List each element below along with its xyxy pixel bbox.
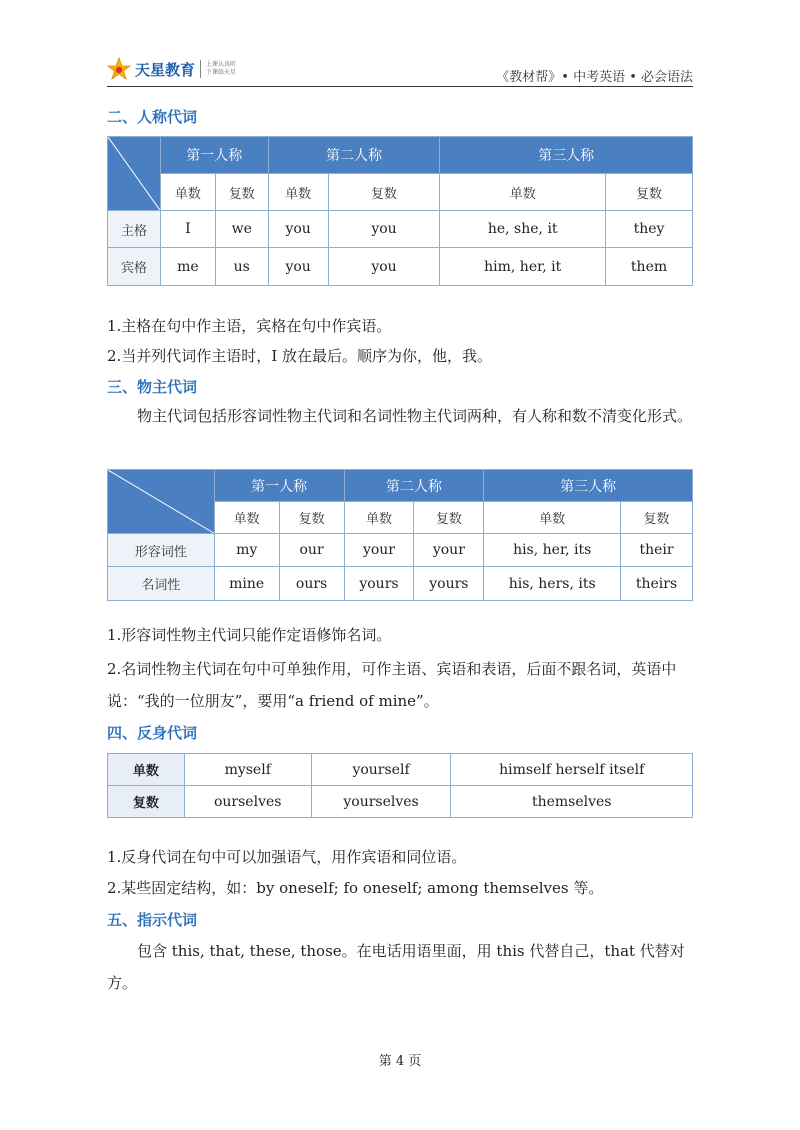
table-cell: me — [160, 248, 215, 286]
sub-header: 单数 — [344, 502, 414, 534]
row-label: 形容词性 — [108, 534, 215, 567]
star-logo-icon — [107, 57, 131, 81]
note-paragraph: 2.当并列代词作主语时，I 放在最后。顺序为你，他，我。 — [107, 347, 493, 365]
table-cell: themselves — [451, 786, 693, 818]
section-title-demonstrative-pronouns: 五、指示代词 — [107, 911, 198, 929]
table-cell: I — [160, 211, 215, 248]
table-row — [108, 211, 693, 248]
slogan-line-1: 上课认真听 — [206, 61, 237, 68]
table-cell: him, her, it — [440, 248, 606, 286]
table-cell: yours — [344, 567, 414, 601]
note-paragraph: 1.主格在句中作主语，宾格在句中作宾语。 — [107, 317, 392, 335]
header-third-person: 第三人称 — [484, 470, 693, 502]
sub-header: 单数 — [268, 174, 328, 211]
diagonal-divider — [108, 470, 214, 533]
table-cell: you — [328, 248, 440, 286]
table-row — [108, 534, 693, 567]
table-cell: his, hers, its — [484, 567, 621, 601]
table-cell: he, she, it — [440, 211, 606, 248]
sub-header: 单数 — [214, 502, 279, 534]
table-cell: ours — [279, 567, 344, 601]
table-cell: we — [215, 211, 268, 248]
table-cell: yourselves — [311, 786, 451, 818]
row-label: 单数 — [108, 754, 185, 786]
row-label: 宾格 — [108, 248, 161, 286]
sub-header: 单数 — [440, 174, 606, 211]
table-corner — [108, 470, 215, 534]
sub-header: 复数 — [279, 502, 344, 534]
table-cell: they — [606, 211, 693, 248]
sub-header: 复数 — [215, 174, 268, 211]
table-cell: myself — [184, 754, 311, 786]
table-cell: us — [215, 248, 268, 286]
body-paragraph: 包含 this, that, these, those。在电话用语里面，用 this 代替自己，that 代替对方。 — [107, 942, 685, 992]
header-third-person: 第三人称 — [440, 137, 693, 174]
logo-divider — [200, 60, 201, 78]
sub-header: 单数 — [160, 174, 215, 211]
table-row — [108, 248, 693, 286]
diagonal-divider — [108, 137, 160, 210]
section-title-possessive-pronouns: 三、物主代词 — [107, 378, 198, 396]
table-cell: yours — [414, 567, 484, 601]
page-header — [107, 54, 693, 86]
table-cell: mine — [214, 567, 279, 601]
table-cell: yourself — [311, 754, 451, 786]
section-title-reflexive-pronouns: 四、反身代词 — [107, 724, 198, 742]
table-row — [108, 567, 693, 601]
table-cell: you — [268, 211, 328, 248]
note-paragraph: 1.形容词性物主代词只能作定语修饰名词。 — [107, 626, 392, 644]
table-cell: your — [344, 534, 414, 567]
section-title-personal-pronouns: 二、人称代词 — [107, 108, 198, 126]
sub-header: 复数 — [606, 174, 693, 211]
header-rule — [107, 86, 693, 87]
brand-logo — [107, 54, 236, 84]
table-row — [108, 786, 693, 818]
logo-text: 天星教育 — [135, 60, 196, 79]
table-cell: them — [606, 248, 693, 286]
sub-header: 复数 — [414, 502, 484, 534]
table-cell: his, her, its — [484, 534, 621, 567]
note-paragraph: 2.某些固定结构，如：by oneself; fo oneself; among themselves 等。 — [107, 879, 604, 897]
note-paragraph: 2.名词性物主代词在句中可单独作用，可作主语、宾语和表语，后面不跟名词，英语中说：“我的一位朋友”，要用“a friend of mine”。 — [107, 660, 677, 710]
table-cell: my — [214, 534, 279, 567]
header-first-person: 第一人称 — [214, 470, 344, 502]
sub-header: 复数 — [621, 502, 693, 534]
book-title: 《教材帮》• 中考英语 • 必会语法 — [496, 70, 693, 85]
slogan-line-2: 下课练天星 — [206, 69, 237, 76]
table-cell: their — [621, 534, 693, 567]
note-paragraph: 1.反身代词在句中可以加强语气，用作宾语和同位语。 — [107, 848, 467, 866]
table-cell: you — [268, 248, 328, 286]
reflexive-pronoun-table — [107, 753, 693, 818]
table-cell: you — [328, 211, 440, 248]
table-cell: theirs — [621, 567, 693, 601]
header-second-person: 第二人称 — [344, 470, 484, 502]
row-label: 主格 — [108, 211, 161, 248]
table-cell: your — [414, 534, 484, 567]
sub-header: 复数 — [328, 174, 440, 211]
table-cell: himself herself itself — [451, 754, 693, 786]
table-row — [108, 754, 693, 786]
header-first-person: 第一人称 — [160, 137, 268, 174]
logo-slogan — [206, 61, 236, 77]
header-second-person: 第二人称 — [268, 137, 440, 174]
personal-pronoun-table — [107, 136, 693, 286]
page-number: 第 4 页 — [378, 1054, 422, 1069]
possessive-pronoun-table — [107, 469, 693, 601]
table-cell: our — [279, 534, 344, 567]
row-label: 名词性 — [108, 567, 215, 601]
table-corner — [108, 137, 161, 211]
table-cell: ourselves — [184, 786, 311, 818]
row-label: 复数 — [108, 786, 185, 818]
sub-header: 单数 — [484, 502, 621, 534]
intro-paragraph: 物主代词包括形容词性物主代词和名词性物主代词两种，有人称和数不清变化形式。 — [137, 407, 693, 425]
